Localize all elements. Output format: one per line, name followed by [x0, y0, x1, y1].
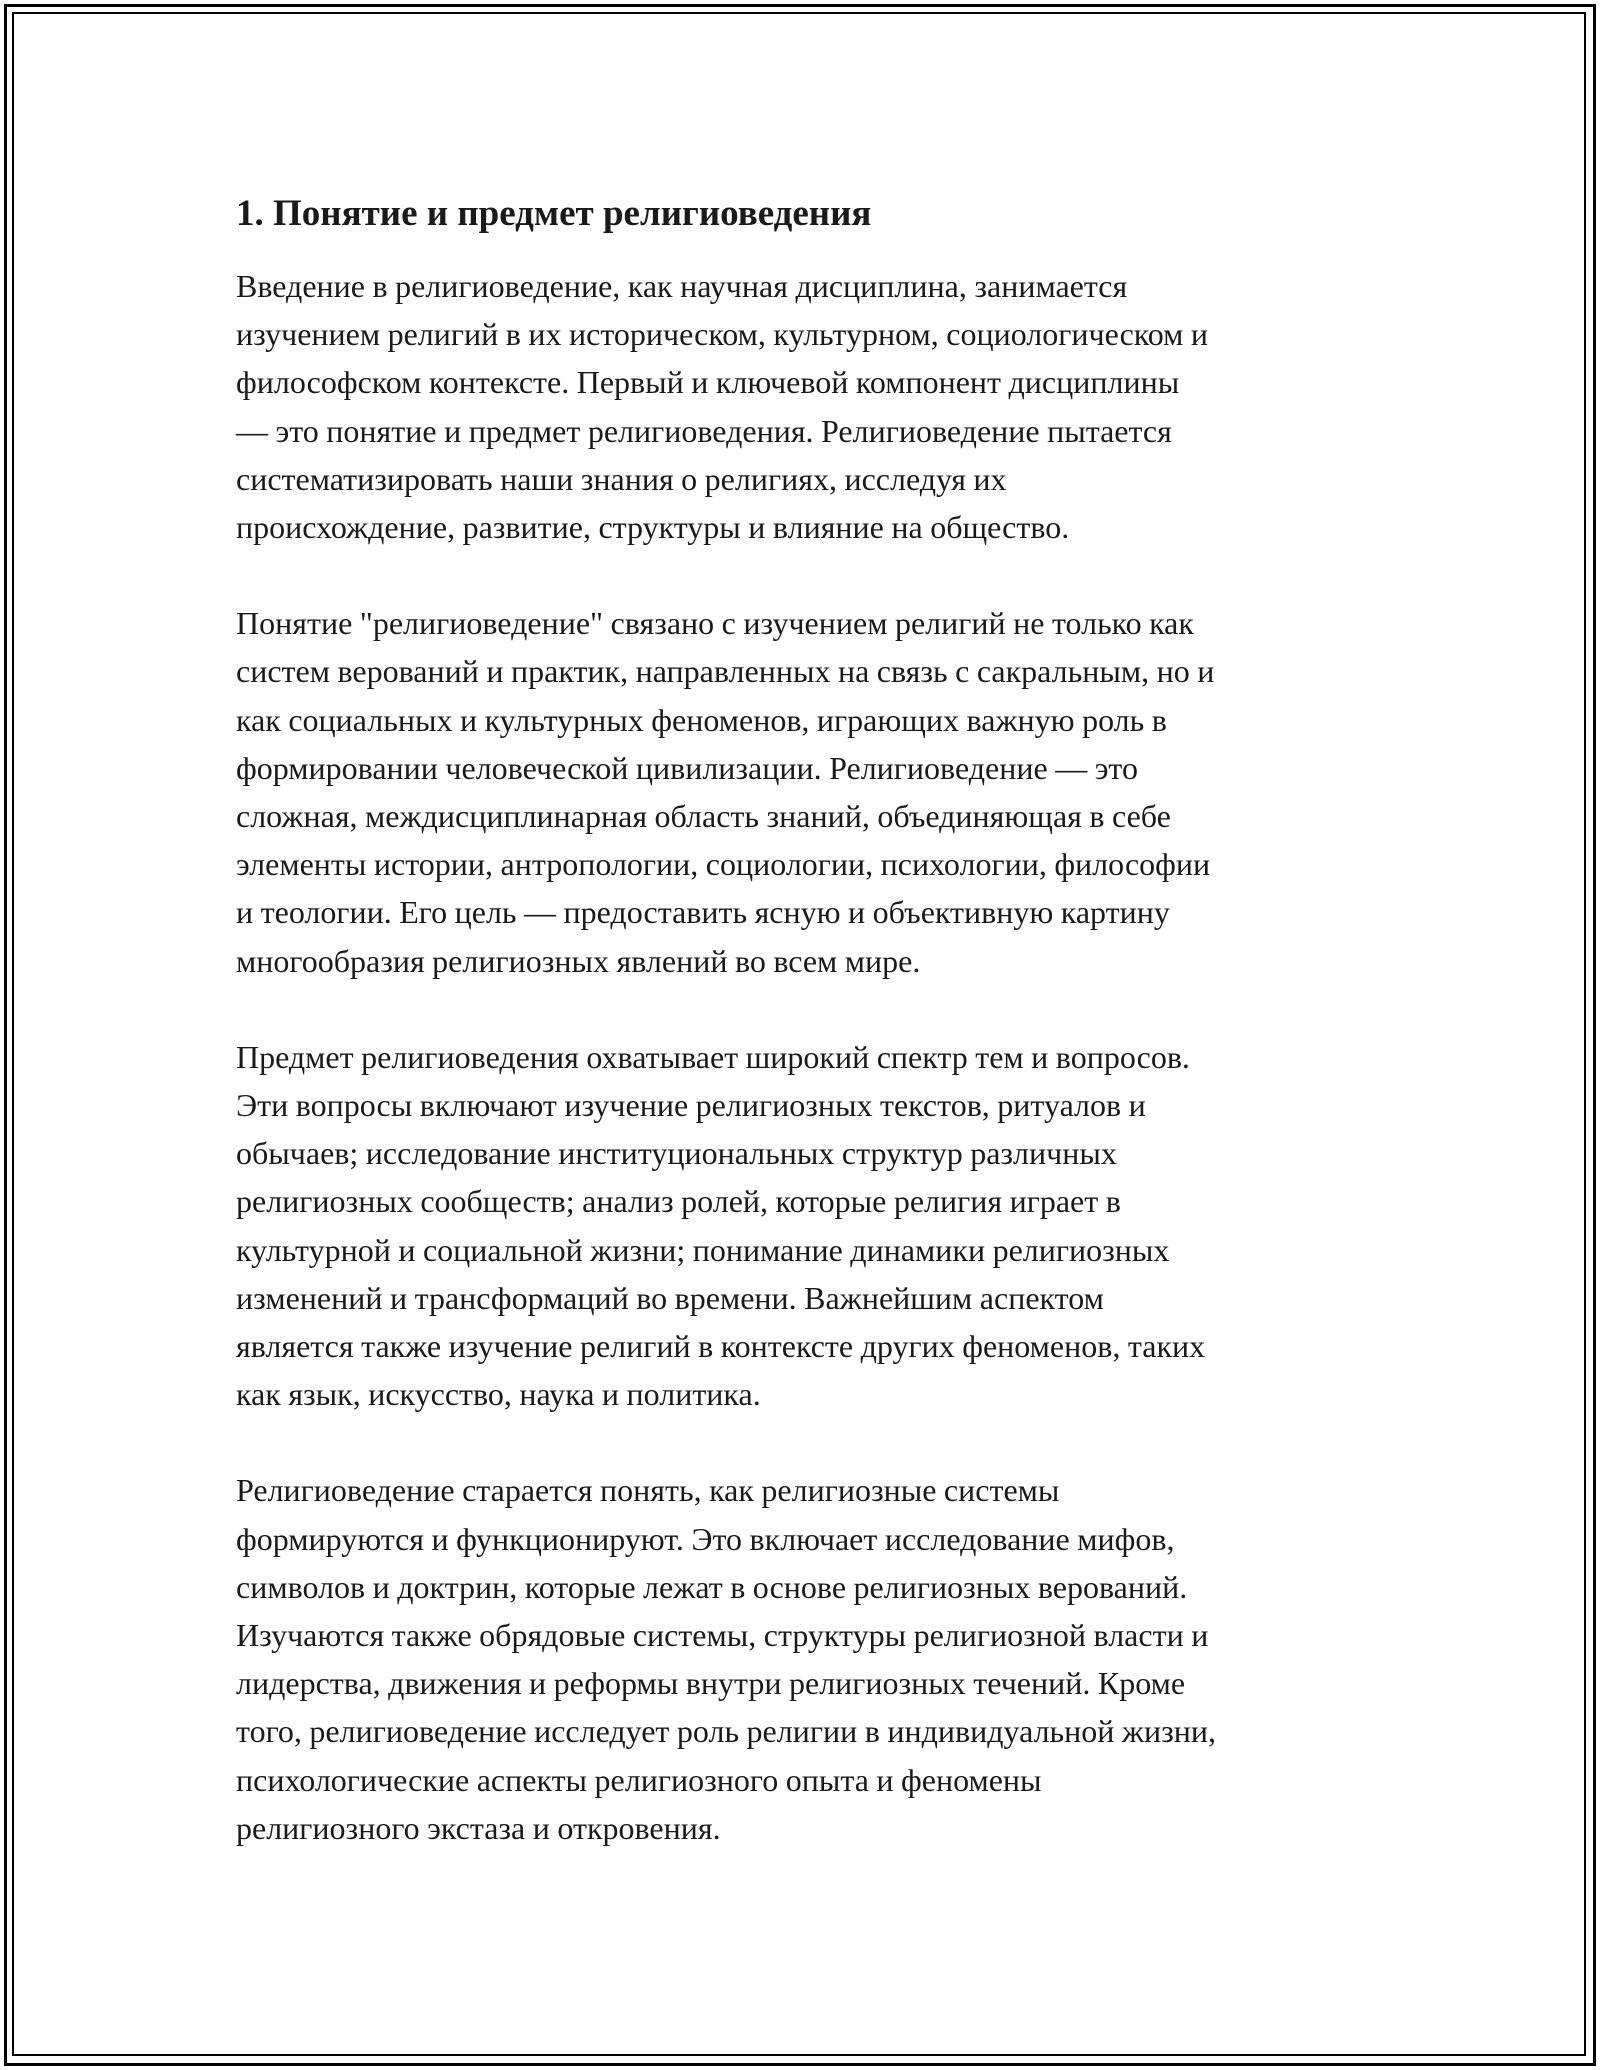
text-line: сложная, междисциплинарная область знаний, объединяющая в себе	[236, 798, 1171, 835]
text-line: Предмет религиоведения охватывает широкий спектр тем и вопросов.	[236, 1038, 1190, 1075]
paragraph-2	[236, 599, 1376, 985]
text-line: Понятие "религиоведение" связано с изучением религий не только как	[236, 605, 1194, 642]
text-line: религиозных сообществ; анализ ролей, которые религия играет в	[236, 1183, 1121, 1220]
text-line: изменений и трансформаций во времени. Важнейшим аспектом	[236, 1279, 1104, 1316]
section-title: 1. Понятие и предмет религиоведения	[236, 193, 872, 234]
text-line: Изучаются также обрядовые системы, структуры религиозной власти и	[236, 1617, 1209, 1654]
text-line: как язык, искусство, наука и политика.	[236, 1376, 761, 1413]
text-line: лидерства, движения и реформы внутри религиозных течений. Кроме	[236, 1665, 1186, 1702]
text-line: обычаев; исследование институциональных структур различных	[236, 1135, 1117, 1172]
text-line: многообразия религиозных явлений во всем мире.	[236, 942, 921, 979]
text-line: психологические аспекты религиозного опыта и феномены	[236, 1761, 1042, 1798]
text-line: Введение в религиоведение, как научная дисциплина, занимается	[236, 268, 1128, 304]
text-line: формируются и функционируют. Это включает исследование мифов,	[236, 1520, 1175, 1557]
text-line: является также изучение религий в контексте других феноменов, таких	[236, 1328, 1206, 1365]
document-body	[236, 262, 1376, 1852]
paragraph-3	[236, 1033, 1376, 1419]
text-line: систематизировать наши знания о религиях, исследуя их	[236, 460, 1007, 497]
text-line: происхождение, развитие, структуры и влияние на общество.	[236, 509, 1070, 546]
text-line: религиозного экстаза и откровения.	[236, 1809, 721, 1846]
text-line: — это понятие и предмет религиоведения. Религиоведение пытается	[236, 412, 1172, 449]
text-line: изучением религий в их историческом, культурном, социологическом и	[236, 316, 1208, 353]
text-line: формировании человеческой цивилизации. Религиоведение — это	[236, 749, 1138, 786]
text-line: и теологии. Его цель — предоставить ясную и объективную картину	[236, 894, 1170, 931]
document-page	[236, 188, 1376, 1900]
paragraph-1	[236, 262, 1376, 551]
text-line: того, религиоведение исследует роль религии в индивидуальной жизни,	[236, 1713, 1216, 1750]
text-line: Религиоведение старается понять, как религиозные системы	[236, 1472, 1060, 1509]
text-line: философском контексте. Первый и ключевой компонент дисциплины	[236, 364, 1180, 401]
text-line: как социальных и культурных феноменов, играющих важную роль в	[236, 701, 1167, 738]
text-line: культурной и социальной жизни; понимание динамики религиозных	[236, 1231, 1170, 1268]
text-line: систем верований и практик, направленных на связь с сакральным, но и	[236, 653, 1215, 690]
text-line: символов и доктрин, которые лежат в основе религиозных верований.	[236, 1568, 1188, 1605]
paragraph-4	[236, 1466, 1376, 1852]
text-line: Эти вопросы включают изучение религиозных текстов, ритуалов и	[236, 1087, 1146, 1124]
text-line: элементы истории, антропологии, социологии, психологии, философии	[236, 846, 1211, 883]
